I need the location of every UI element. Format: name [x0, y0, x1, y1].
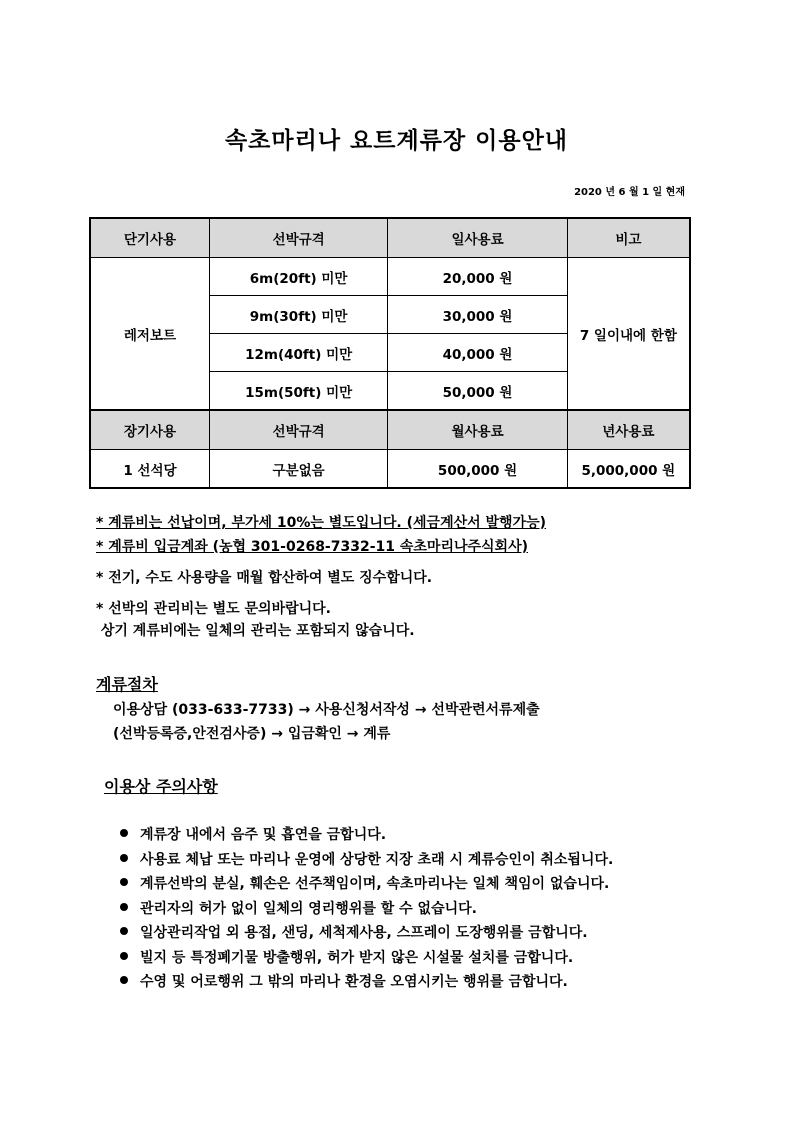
fee-table: [89, 217, 691, 489]
header-daily-fee: 일사용료: [388, 218, 567, 258]
daily-fee: 50,000 원: [388, 372, 567, 411]
short-term-header-row: [90, 218, 690, 258]
daily-fee: 20,000 원: [388, 258, 567, 296]
header-vessel-size: 선박규격: [209, 410, 387, 450]
list-item: [120, 823, 613, 848]
header-remark: 비고: [567, 218, 690, 258]
precaution-text: 수영 및 어로행위 그 밖의 마리나 환경을 오염시키는 행위를 금합니다.: [140, 974, 568, 990]
procedure-line-2: (선박등록증,안전검사증) → 입금확인 → 계류: [113, 726, 391, 742]
header-long-term: 장기사용: [90, 410, 209, 450]
daily-fee: 30,000 원: [388, 296, 567, 334]
category-leisure-boat: 레저보트: [90, 258, 209, 411]
precaution-text: 빌지 등 특정폐기물 방출행위, 허가 받지 않은 시설물 설치를 금합니다.: [140, 949, 574, 966]
list-item: [120, 848, 613, 873]
precaution-text: 계류선박의 분실, 훼손은 선주책임이며, 속초마리나는 일체 책임이 없습니다.: [140, 876, 610, 892]
precaution-text: 계류장 내에서 음주 및 흡연을 금합니다.: [140, 827, 387, 843]
bullet-icon: [120, 829, 128, 837]
list-item: [120, 946, 613, 971]
header-vessel-size: 선박규격: [209, 218, 387, 258]
bullet-icon: [120, 854, 128, 862]
remark: 7 일이내에 한함: [567, 258, 690, 411]
procedure-line-1: 이용상담 (033-633-7733) → 사용신청서작성 → 선박관련서류제출: [113, 702, 540, 718]
header-monthly-fee: 월사용료: [388, 410, 567, 450]
header-yearly-fee: 년사용료: [567, 410, 690, 450]
list-item: [120, 921, 613, 946]
precaution-text: 관리자의 허가 없이 일체의 영리행위를 할 수 없습니다.: [140, 900, 477, 917]
note-management-fee: * 선박의 관리비는 별도 문의바랍니다.: [96, 601, 331, 617]
list-item: [120, 970, 613, 995]
yearly-fee: 5,000,000 원: [567, 450, 690, 489]
page-title: 속초마리나 요트계류장 이용안내: [224, 128, 569, 154]
bullet-icon: [120, 878, 128, 886]
vessel-size: 12m(40ft) 미만: [209, 334, 387, 372]
header-short-term: 단기사용: [90, 218, 209, 258]
list-item: [120, 897, 613, 922]
bullet-icon: [120, 927, 128, 935]
note-bank-account: * 계류비 입금계좌 (농협 301-0268-7332-11 속초마리나주식회사): [96, 539, 528, 555]
precaution-text: 일상관리작업 외 용접, 샌딩, 세척제사용, 스프레이 도장행위를 금합니다.: [140, 925, 588, 941]
note-management-excluded: 상기 계류비에는 일체의 관리는 포함되지 않습니다.: [96, 623, 415, 639]
vessel-size: 9m(30ft) 미만: [209, 296, 387, 334]
table-row: [90, 450, 690, 489]
long-term-header-row: [90, 410, 690, 450]
table-row: [90, 258, 690, 296]
effective-date: 2020 년 6 월 1 일 현재: [574, 187, 685, 198]
list-item: [120, 872, 613, 897]
vessel-size: 6m(20ft) 미만: [209, 258, 387, 296]
vessel-size: 15m(50ft) 미만: [209, 372, 387, 411]
bullet-icon: [120, 952, 128, 960]
precaution-text: 사용료 체납 또는 마리나 운영에 상당한 지장 초래 시 계류승인이 취소됩니다.: [140, 851, 614, 868]
procedure-title: 계류절차: [96, 675, 158, 694]
per-berth: 1 선석당: [90, 450, 209, 489]
precautions-list: [120, 823, 613, 995]
daily-fee: 40,000 원: [388, 334, 567, 372]
note-utilities: * 전기, 수도 사용량을 매월 합산하여 별도 징수합니다.: [96, 570, 433, 586]
precautions-title: 이용상 주의사항: [104, 777, 218, 796]
monthly-fee: 500,000 원: [388, 450, 567, 489]
vessel-size: 구분없음: [209, 450, 387, 489]
bullet-icon: [120, 976, 128, 984]
note-vat: * 계류비는 선납이며, 부가세 10%는 별도입니다. (세금계산서 발행가능): [96, 515, 547, 531]
bullet-icon: [120, 903, 128, 911]
notes: [96, 513, 546, 641]
